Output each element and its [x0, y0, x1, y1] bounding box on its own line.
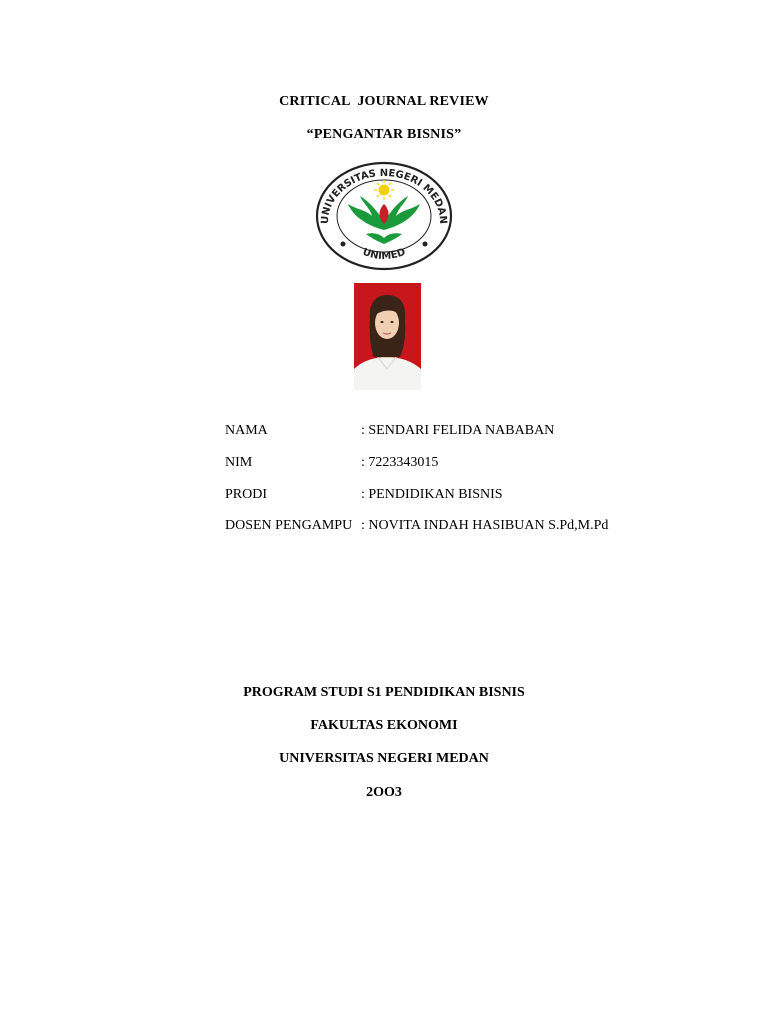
- student-photo: [354, 283, 421, 390]
- document-title: CRITICAL JOURNAL REVIEW: [279, 94, 489, 109]
- logo-bottom-text: UNIMED: [360, 246, 408, 263]
- info-label: PRODI: [225, 487, 268, 502]
- university-name: UNIVERSITAS NEGERI MEDAN: [279, 751, 489, 766]
- sun-icon: [374, 180, 394, 200]
- faculty-name: FAKULTAS EKONOMI: [310, 718, 458, 733]
- info-label: NIM: [225, 455, 253, 470]
- info-value: : PENDIDIKAN BISNIS: [361, 487, 503, 502]
- info-label: NAMA: [225, 423, 268, 438]
- program-name: PROGRAM STUDI S1 PENDIDIKAN BISNIS: [243, 685, 525, 700]
- document-year: 2OO3: [366, 785, 402, 800]
- unimed-logo: [314, 160, 454, 272]
- info-value: : SENDARI FELIDA NABABAN: [361, 423, 555, 438]
- document-subtitle: “PENGANTAR BISNIS”: [306, 127, 462, 142]
- info-value: : NOVITA INDAH HASIBUAN S.Pd,M.Pd: [361, 518, 609, 533]
- info-label: DOSEN PENGAMPU: [225, 518, 353, 533]
- logo-top-text: UNIVERSITAS NEGERI MEDAN: [319, 167, 449, 225]
- info-value: : 7223343015: [361, 455, 439, 470]
